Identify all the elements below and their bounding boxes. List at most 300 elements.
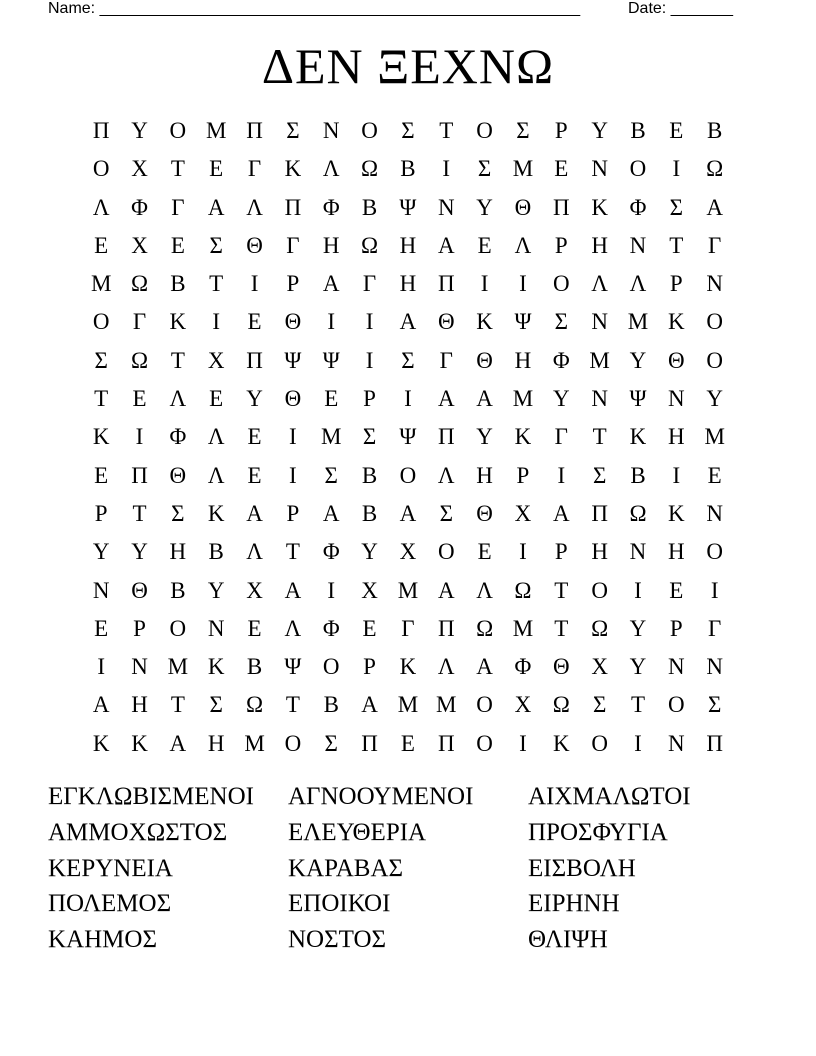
grid-letter: Σ	[592, 462, 607, 488]
grid-letter: Ω	[552, 692, 570, 718]
grid-letter: Π	[131, 462, 148, 488]
grid-letter: Ν	[207, 615, 225, 641]
grid-letter: Τ	[285, 692, 300, 718]
grid-letter: Τ	[630, 692, 646, 718]
grid-row	[82, 610, 734, 648]
grid-letter: Α	[399, 500, 417, 526]
grid-letter: Ω	[591, 615, 609, 641]
grid-letter: Β	[170, 271, 186, 297]
word-list	[48, 779, 768, 958]
grid-letter: Ι	[519, 730, 527, 756]
grid-letter: Ρ	[554, 539, 568, 565]
grid-row	[82, 342, 734, 380]
grid-letter: Ε	[362, 615, 377, 641]
word-list-row	[48, 779, 768, 815]
grid-letter: Ο	[437, 539, 455, 565]
grid-letter: Σ	[439, 500, 453, 526]
grid-letter: Σ	[401, 118, 415, 143]
grid-letter: Ρ	[363, 654, 376, 680]
word-list-item: ΚΑΡΑΒΑΣ	[288, 854, 404, 882]
grid-letter: Ι	[557, 462, 566, 488]
grid-letter: Α	[92, 692, 110, 718]
grid-letter: Υ	[131, 539, 148, 565]
grid-letter: Τ	[669, 232, 684, 258]
grid-letter: Ω	[706, 156, 724, 182]
grid-row	[82, 418, 734, 456]
grid-letter: Λ	[437, 654, 455, 680]
grid-letter: Ε	[707, 462, 722, 488]
grid-letter: Ε	[94, 462, 109, 488]
grid-letter: Ν	[629, 232, 647, 258]
grid-letter: Ε	[400, 730, 415, 756]
grid-letter: Ψ	[629, 386, 647, 412]
grid-letter: Κ	[668, 500, 685, 526]
grid-letter: Σ	[554, 309, 568, 335]
grid-letter: Ο	[169, 118, 187, 143]
grid-letter: Π	[706, 730, 723, 756]
grid-letter: Ε	[247, 424, 262, 450]
grid-letter: Κ	[284, 156, 302, 182]
grid-letter: Χ	[207, 347, 225, 373]
grid-letter: Τ	[285, 539, 300, 565]
grid-letter: Ν	[92, 577, 110, 603]
word-list-item: ΝΟΣΤΟΣ	[288, 926, 387, 954]
grid-letter: Σ	[516, 118, 530, 143]
grid-letter: Β	[707, 118, 723, 143]
grid-letter: Τ	[94, 386, 109, 412]
grid-letter: Τ	[592, 424, 607, 450]
grid-letter: Γ	[708, 615, 722, 641]
grid-letter: Σ	[707, 692, 722, 718]
grid-letter: Λ	[207, 462, 225, 488]
grid-letter: Χ	[246, 577, 263, 603]
grid-letter: Π	[437, 424, 455, 450]
grid-letter: Ι	[212, 309, 221, 335]
grid-letter: Η	[131, 692, 148, 718]
grid-letter: Γ	[362, 271, 377, 297]
grid-letter: Π	[552, 194, 570, 220]
grid-letter: Θ	[284, 386, 302, 412]
grid-letter: Ι	[404, 386, 412, 412]
grid-letter: Β	[361, 194, 378, 220]
grid-letter: Σ	[362, 424, 377, 450]
grid-letter: Η	[169, 539, 187, 565]
grid-letter: Υ	[246, 386, 263, 412]
grid-letter: Ω	[361, 232, 379, 258]
grid-letter: Ο	[476, 730, 493, 756]
grid-letter: Φ	[514, 654, 532, 680]
grid-letter: Ρ	[286, 500, 300, 526]
grid-letter: Υ	[591, 118, 608, 143]
grid-letter: Η	[399, 232, 417, 258]
grid-letter: Π	[361, 730, 378, 756]
grid-letter: Ω	[514, 577, 532, 603]
grid-letter: Σ	[286, 118, 300, 143]
grid-letter: Γ	[439, 347, 453, 373]
grid-letter: Χ	[361, 577, 378, 603]
grid-letter: Ε	[170, 232, 185, 258]
grid-letter: Φ	[629, 194, 647, 220]
word-list-item: ΕΙΣΒΟΛΗ	[528, 854, 636, 882]
grid-letter: Φ	[322, 615, 340, 641]
grid-letter: Λ	[169, 386, 187, 412]
grid-letter: Ι	[289, 462, 297, 488]
grid-letter: Ε	[477, 539, 492, 565]
grid-letter: Σ	[209, 692, 223, 718]
grid-letter: Τ	[132, 500, 147, 526]
page-title: ΔΕΝ ΞΕΧΝΩ	[261, 38, 555, 94]
grid-letter: Υ	[706, 386, 723, 412]
grid-letter: Μ	[244, 730, 265, 756]
grid-letter: Η	[322, 232, 340, 258]
grid-letter: Ρ	[669, 615, 683, 641]
grid-letter: Β	[361, 462, 378, 488]
grid-letter: Σ	[209, 232, 223, 258]
grid-letter: Π	[246, 347, 263, 373]
grid-letter: Χ	[514, 500, 532, 526]
grid-letter: Ε	[669, 577, 684, 603]
grid-letter: Λ	[322, 156, 340, 182]
grid-letter: Ρ	[133, 615, 146, 641]
grid-letter: Ν	[591, 309, 608, 335]
grid-letter: Ο	[629, 156, 647, 182]
grid-letter: Ο	[706, 347, 723, 373]
grid-letter: Ο	[706, 539, 723, 565]
grid-letter: Υ	[629, 615, 647, 641]
grid-row	[82, 380, 734, 418]
grid-letter: Ρ	[286, 271, 300, 297]
grid-letter: Μ	[704, 424, 725, 450]
grid-letter: Α	[322, 271, 340, 297]
grid-letter: Λ	[629, 271, 647, 297]
grid-letter: Ν	[668, 730, 685, 756]
grid-letter: Κ	[629, 424, 647, 450]
grid-letter: Ι	[480, 271, 489, 297]
grid-letter: Ψ	[399, 424, 417, 450]
grid-letter: Κ	[399, 654, 417, 680]
grid-letter: Ο	[361, 118, 378, 143]
grid-letter: Ε	[669, 118, 684, 143]
word-list-item: ΕΙΡΗΝΗ	[528, 890, 620, 918]
grid-letter: Α	[476, 654, 493, 680]
grid-letter: Α	[552, 500, 570, 526]
grid-letter: Σ	[401, 347, 415, 373]
grid-letter: Χ	[514, 692, 532, 718]
grid-letter: Ε	[324, 386, 339, 412]
grid-letter: Ρ	[516, 462, 530, 488]
grid-letter: Π	[437, 730, 455, 756]
grid-letter: Μ	[627, 309, 649, 335]
grid-letter: Ο	[476, 692, 493, 718]
grid-letter: Β	[630, 118, 646, 143]
grid-letter: Υ	[476, 424, 493, 450]
grid-letter: Ι	[365, 309, 374, 335]
word-list-row	[48, 815, 768, 851]
grid-letter: Λ	[476, 577, 493, 603]
grid-letter: Ο	[476, 118, 493, 143]
grid-letter: Κ	[476, 309, 493, 335]
grid-letter: Υ	[131, 118, 148, 143]
grid-letter: Μ	[205, 118, 227, 143]
grid-letter: Κ	[514, 424, 532, 450]
grid-row	[82, 533, 734, 571]
grid-letter: Α	[399, 309, 417, 335]
grid-letter: Ψ	[399, 194, 417, 220]
grid-letter: Β	[361, 500, 378, 526]
grid-letter: Υ	[92, 539, 110, 565]
grid-letter: Φ	[552, 347, 570, 373]
grid-letter: Τ	[554, 615, 569, 641]
grid-letter: Λ	[284, 615, 302, 641]
grid-letter: Ω	[130, 347, 149, 373]
grid-letter: Μ	[167, 654, 189, 680]
grid-letter: Π	[246, 118, 263, 143]
grid-letter: Α	[322, 500, 340, 526]
grid-letter: Α	[169, 730, 187, 756]
grid-letter: Θ	[169, 462, 187, 488]
grid-letter: Η	[668, 424, 685, 450]
grid-letter: Θ	[131, 577, 148, 603]
grid-letter: Ρ	[554, 118, 568, 143]
grid-letter: Ε	[94, 232, 109, 258]
grid-letter: Ω	[246, 692, 264, 718]
grid-letter: Ω	[130, 271, 149, 297]
grid-letter: Ν	[668, 654, 685, 680]
grid-letter: Π	[284, 194, 302, 220]
grid-letter: Τ	[170, 347, 185, 373]
grid-letter: Θ	[514, 194, 532, 220]
grid-letter: Η	[591, 539, 608, 565]
grid-letter: Ψ	[284, 347, 302, 373]
grid-letter: Χ	[591, 654, 608, 680]
grid-letter: Η	[399, 271, 417, 297]
word-list-row	[48, 922, 768, 958]
grid-letter: Φ	[322, 539, 340, 565]
grid-row	[82, 457, 734, 495]
grid-letter: Ε	[247, 309, 262, 335]
grid-letter: Π	[92, 118, 110, 143]
grid-letter: Υ	[629, 654, 647, 680]
word-list-item: ΠΡΟΣΦΥΓΙΑ	[528, 818, 668, 846]
grid-letter: Σ	[171, 500, 185, 526]
grid-letter: Α	[246, 500, 263, 526]
grid-letter: Π	[591, 500, 608, 526]
grid-letter: Λ	[437, 462, 455, 488]
grid-letter: Χ	[131, 232, 148, 258]
grid-letter: Μ	[321, 424, 342, 450]
grid-letter: Μ	[512, 156, 534, 182]
grid-letter: Η	[476, 462, 493, 488]
grid-letter: Ο	[591, 730, 608, 756]
word-list-item: ΕΛΕΥΘΕΡΙΑ	[288, 818, 427, 846]
grid-letter: Ε	[477, 232, 492, 258]
grid-letter: Υ	[207, 577, 225, 603]
grid-letter: Μ	[397, 577, 419, 603]
grid-row	[82, 686, 734, 724]
grid-letter: Μ	[512, 386, 534, 412]
grid-letter: Β	[400, 156, 416, 182]
grid-letter: Κ	[207, 500, 225, 526]
grid-letter: Ι	[519, 539, 527, 565]
grid-letter: Β	[170, 577, 186, 603]
grid-letter: Λ	[591, 271, 608, 297]
word-list-item: ΑΓΝΟΟΥΜΕΝΟΙ	[288, 783, 474, 810]
grid-row	[82, 303, 734, 341]
word-list-item: ΕΠΟΙΚΟΙ	[288, 890, 391, 918]
grid-letter: Η	[591, 232, 608, 258]
grid-letter: Ι	[710, 577, 719, 603]
grid-letter: Τ	[554, 577, 569, 603]
grid-letter: Ο	[706, 309, 723, 335]
grid-letter: Γ	[247, 156, 262, 182]
grid-letter: Κ	[92, 424, 110, 450]
grid-letter: Α	[437, 577, 455, 603]
grid-letter: Ε	[132, 386, 147, 412]
grid-letter: Ο	[668, 692, 685, 718]
grid-letter: Ο	[169, 615, 187, 641]
grid-letter: Θ	[437, 309, 455, 335]
grid-letter: Λ	[92, 194, 110, 220]
grid-letter: Β	[630, 462, 646, 488]
grid-letter: Λ	[207, 424, 225, 450]
grid-letter: Μ	[436, 692, 457, 718]
grid-letter: Λ	[246, 194, 263, 220]
grid-letter: Ο	[591, 577, 608, 603]
word-list-item: ΠΟΛΕΜΟΣ	[48, 890, 172, 918]
word-list-row	[48, 851, 768, 887]
grid-letter: Α	[207, 194, 225, 220]
grid-letter: Β	[323, 692, 339, 718]
word-list-item: ΚΕΡΥΝΕΙΑ	[48, 854, 173, 882]
grid-letter: Ι	[289, 424, 297, 450]
grid-letter: Ε	[554, 156, 569, 182]
grid-letter: Γ	[401, 615, 415, 641]
grid-letter: Γ	[554, 424, 568, 450]
grid-letter: Ι	[365, 347, 374, 373]
grid-letter: Ν	[629, 539, 647, 565]
grid-letter: Μ	[512, 615, 534, 641]
grid-letter: Γ	[171, 194, 185, 220]
grid-letter: Κ	[207, 654, 225, 680]
grid-letter: Τ	[209, 271, 224, 297]
grid-letter: Ψ	[514, 309, 532, 335]
grid-letter: Ρ	[554, 232, 568, 258]
grid-letter: Χ	[131, 156, 148, 182]
grid-letter: Ε	[247, 615, 262, 641]
grid-letter: Α	[437, 386, 455, 412]
grid-letter: Η	[514, 347, 532, 373]
grid-letter: Θ	[476, 500, 493, 526]
grid-letter: Τ	[170, 156, 185, 182]
header-line	[48, 0, 748, 20]
grid-letter: Θ	[476, 347, 493, 373]
grid-letter: Ν	[591, 156, 608, 182]
grid-letter: Ν	[437, 194, 455, 220]
grid-letter: Θ	[668, 347, 685, 373]
grid-letter: Ε	[209, 156, 224, 182]
word-list-item: ΘΛΙΨΗ	[528, 926, 608, 954]
grid-letter: Ν	[668, 386, 685, 412]
grid-letter: Θ	[552, 654, 570, 680]
grid-letter: Μ	[90, 271, 112, 297]
grid-letter: Ι	[634, 577, 642, 603]
word-list-row	[48, 886, 768, 922]
grid-letter: Β	[208, 539, 224, 565]
grid-letter: Ι	[519, 271, 527, 297]
grid-letter: Ο	[284, 730, 302, 756]
grid-letter: Ν	[591, 386, 608, 412]
grid-letter: Υ	[629, 347, 647, 373]
grid-letter: Κ	[591, 194, 608, 220]
word-list-item: ΑΙΧΜΑΛΩΤΟΙ	[528, 783, 691, 810]
grid-letter: Ρ	[363, 386, 376, 412]
grid-letter: Α	[361, 692, 378, 718]
grid-letter: Ω	[476, 615, 494, 641]
grid-letter: Ρ	[669, 271, 683, 297]
grid-letter: Σ	[669, 194, 684, 220]
grid-letter: Ν	[706, 500, 723, 526]
grid-row	[82, 265, 734, 303]
grid-letter: Ο	[399, 462, 417, 488]
grid-letter: Β	[246, 654, 263, 680]
word-list-item: ΑΜΜΟΧΩΣΤΟΣ	[48, 818, 228, 846]
grid-letter: Λ	[514, 232, 532, 258]
grid-letter: Ν	[706, 654, 723, 680]
grid-letter: Υ	[361, 539, 378, 565]
grid-row	[82, 572, 734, 610]
grid-letter: Ν	[322, 118, 340, 143]
grid-row	[82, 227, 734, 265]
grid-letter: Ω	[361, 156, 379, 182]
grid-letter: Π	[437, 615, 455, 641]
grid-row	[82, 495, 734, 533]
grid-letter: Γ	[708, 232, 722, 258]
grid-letter: Ε	[209, 386, 224, 412]
grid-letter: Τ	[170, 692, 185, 718]
grid-letter: Ν	[131, 654, 148, 680]
grid-letter: Θ	[246, 232, 263, 258]
grid-row	[82, 150, 734, 188]
grid-letter: Π	[437, 271, 455, 297]
grid-letter: Α	[284, 577, 302, 603]
grid-letter: Μ	[589, 347, 610, 373]
grid-letter: Ρ	[94, 500, 108, 526]
grid-letter: Ι	[327, 577, 336, 603]
grid-letter: Γ	[286, 232, 300, 258]
grid-letter: Α	[437, 232, 455, 258]
grid-row	[82, 112, 734, 150]
grid-letter: Ε	[94, 615, 109, 641]
grid-letter: Ι	[327, 309, 336, 335]
grid-letter: Φ	[131, 194, 148, 220]
grid-letter: Κ	[92, 730, 110, 756]
word-list-item: ΕΓΚΛΩΒΙΣΜΕΝΟΙ	[48, 783, 254, 810]
grid-letter: Τ	[439, 118, 454, 143]
grid-letter: Φ	[169, 424, 187, 450]
grid-letter: Σ	[324, 730, 338, 756]
grid-letter: Ο	[92, 156, 110, 182]
grid-letter: Υ	[476, 194, 493, 220]
grid-letter: Φ	[322, 194, 340, 220]
grid-letter: Η	[207, 730, 225, 756]
grid-letter: Ι	[672, 462, 681, 488]
date-field-label: Date: _______	[628, 0, 733, 17]
grid-letter: Σ	[324, 462, 338, 488]
grid-letter: Ι	[442, 156, 451, 182]
grid-letter: Ψ	[322, 347, 340, 373]
grid-letter: Χ	[399, 539, 417, 565]
grid-letter: Γ	[132, 309, 147, 335]
